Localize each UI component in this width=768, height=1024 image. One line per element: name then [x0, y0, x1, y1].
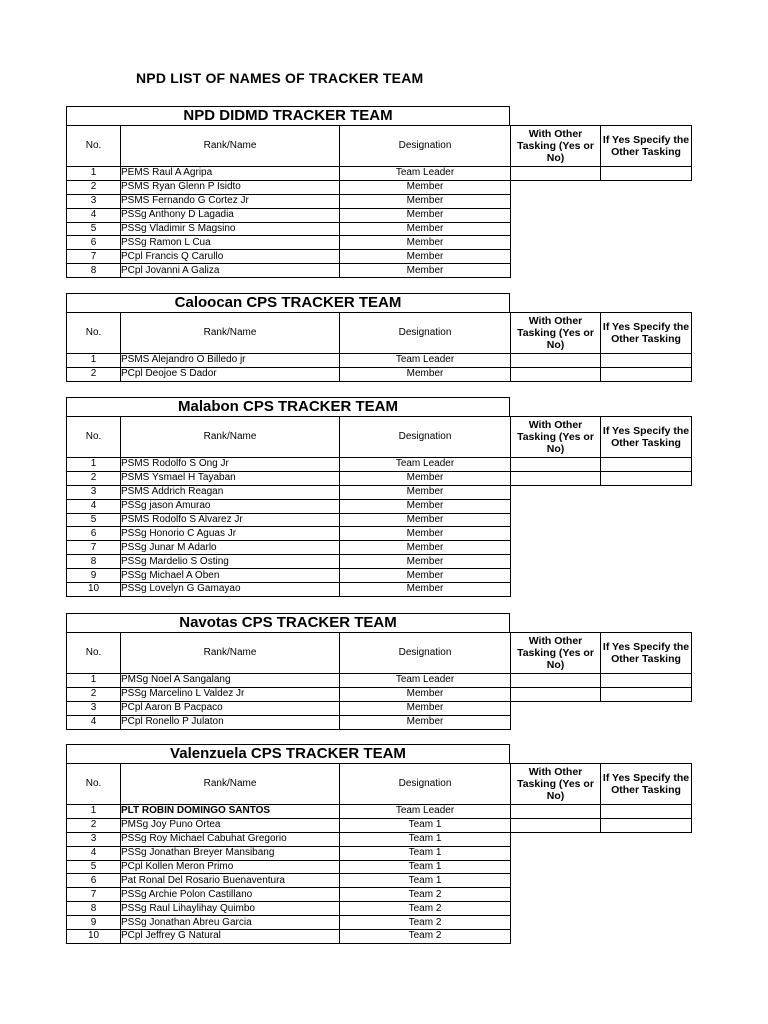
member-designation: Member — [340, 499, 511, 513]
member-number: 3 — [67, 701, 121, 715]
member-designation: Member — [340, 715, 511, 729]
if-yes-specify-cell — [601, 930, 692, 944]
member-designation: Member — [340, 541, 511, 555]
table-row — [67, 555, 692, 569]
with-other-tasking-cell — [511, 916, 601, 930]
member-number: 4 — [67, 846, 121, 860]
member-number: 6 — [67, 236, 121, 250]
with-other-tasking-cell — [511, 555, 601, 569]
member-designation: Member — [340, 687, 511, 701]
header-no: No. — [67, 633, 121, 674]
member-rank-name: PMSg Joy Puno Ortea — [121, 818, 340, 832]
with-other-tasking-cell — [511, 194, 601, 208]
member-number: 5 — [67, 222, 121, 236]
table-header-row — [67, 313, 692, 354]
team-section — [66, 744, 692, 944]
member-designation: Team Leader — [340, 167, 511, 181]
member-rank-name: PSSg Mardelio S Osting — [121, 555, 340, 569]
table-row — [67, 674, 692, 688]
member-number: 3 — [67, 485, 121, 499]
header-if-yes-specify: If Yes Specify the Other Tasking — [601, 126, 692, 167]
with-other-tasking-cell — [511, 805, 601, 819]
document-title: NPD LIST OF NAMES OF TRACKER TEAM — [136, 70, 424, 86]
if-yes-specify-cell — [601, 846, 692, 860]
member-number: 8 — [67, 264, 121, 278]
with-other-tasking-cell — [511, 471, 601, 485]
member-designation: Team 2 — [340, 916, 511, 930]
with-other-tasking-cell — [511, 541, 601, 555]
member-rank-name: PLT ROBIN DOMINGO SANTOS — [121, 805, 340, 819]
header-no: No. — [67, 417, 121, 458]
member-number: 7 — [67, 888, 121, 902]
member-designation: Member — [340, 194, 511, 208]
header-no: No. — [67, 313, 121, 354]
table-header-row — [67, 126, 692, 167]
member-rank-name: PCpl Francis Q Carullo — [121, 250, 340, 264]
member-rank-name: PSSg Ramon L Cua — [121, 236, 340, 250]
if-yes-specify-cell — [601, 367, 692, 381]
table-row — [67, 541, 692, 555]
table-row — [67, 715, 692, 729]
if-yes-specify-cell — [601, 555, 692, 569]
with-other-tasking-cell — [511, 674, 601, 688]
with-other-tasking-cell — [511, 569, 601, 583]
table-row — [67, 832, 692, 846]
table-row — [67, 860, 692, 874]
table-row — [67, 367, 692, 381]
table-row — [67, 902, 692, 916]
table-row — [67, 194, 692, 208]
member-designation: Member — [340, 583, 511, 597]
header-if-yes-specify: If Yes Specify the Other Tasking — [601, 313, 692, 354]
table-row — [67, 354, 692, 368]
table-row — [67, 222, 692, 236]
member-rank-name: PCpl Deojoe S Dador — [121, 367, 340, 381]
with-other-tasking-cell — [511, 499, 601, 513]
team-table — [66, 312, 692, 382]
header-with-other-tasking: With Other Tasking (Yes or No) — [511, 126, 601, 167]
team-title: Malabon CPS TRACKER TEAM — [66, 397, 510, 416]
member-number: 1 — [67, 458, 121, 472]
member-number: 6 — [67, 874, 121, 888]
member-designation: Member — [340, 236, 511, 250]
member-rank-name: PSSg Jonathan Breyer Mansibang — [121, 846, 340, 860]
if-yes-specify-cell — [601, 527, 692, 541]
if-yes-specify-cell — [601, 701, 692, 715]
member-designation: Member — [340, 208, 511, 222]
if-yes-specify-cell — [601, 264, 692, 278]
member-designation: Member — [340, 180, 511, 194]
if-yes-specify-cell — [601, 902, 692, 916]
member-rank-name: PSSg Archie Polon Castillano — [121, 888, 340, 902]
with-other-tasking-cell — [511, 715, 601, 729]
with-other-tasking-cell — [511, 180, 601, 194]
header-if-yes-specify: If Yes Specify the Other Tasking — [601, 764, 692, 805]
member-rank-name: PSSg Roy Michael Cabuhat Gregorio — [121, 832, 340, 846]
table-row — [67, 208, 692, 222]
member-designation: Team 2 — [340, 888, 511, 902]
with-other-tasking-cell — [511, 485, 601, 499]
team-section — [66, 397, 692, 597]
member-number: 6 — [67, 527, 121, 541]
member-rank-name: PSSg jason Amurao — [121, 499, 340, 513]
member-rank-name: PSSg Michael A Oben — [121, 569, 340, 583]
table-row — [67, 513, 692, 527]
member-rank-name: PMSg Noel A Sangalang — [121, 674, 340, 688]
with-other-tasking-cell — [511, 513, 601, 527]
with-other-tasking-cell — [511, 701, 601, 715]
table-row — [67, 264, 692, 278]
header-rank-name: Rank/Name — [121, 633, 340, 674]
table-header-row — [67, 764, 692, 805]
header-rank-name: Rank/Name — [121, 764, 340, 805]
member-rank-name: PSMS Fernando G Cortez Jr — [121, 194, 340, 208]
with-other-tasking-cell — [511, 860, 601, 874]
member-number: 1 — [67, 805, 121, 819]
member-number: 4 — [67, 499, 121, 513]
member-rank-name: PSSg Jonathan Abreu Garcia — [121, 916, 340, 930]
with-other-tasking-cell — [511, 167, 601, 181]
member-rank-name: PSMS Rodolfo S Ong Jr — [121, 458, 340, 472]
member-rank-name: PSSg Anthony D Lagadia — [121, 208, 340, 222]
with-other-tasking-cell — [511, 208, 601, 222]
member-number: 7 — [67, 541, 121, 555]
member-rank-name: PCpl Jeffrey G Natural — [121, 930, 340, 944]
team-title: Navotas CPS TRACKER TEAM — [66, 613, 510, 632]
table-row — [67, 569, 692, 583]
member-designation: Team Leader — [340, 458, 511, 472]
table-row — [67, 687, 692, 701]
with-other-tasking-cell — [511, 527, 601, 541]
team-table — [66, 416, 692, 597]
member-designation: Member — [340, 701, 511, 715]
if-yes-specify-cell — [601, 674, 692, 688]
if-yes-specify-cell — [601, 569, 692, 583]
header-designation: Designation — [340, 313, 511, 354]
with-other-tasking-cell — [511, 354, 601, 368]
header-designation: Designation — [340, 126, 511, 167]
header-no: No. — [67, 126, 121, 167]
header-no: No. — [67, 764, 121, 805]
member-designation: Team 2 — [340, 902, 511, 916]
table-row — [67, 485, 692, 499]
header-rank-name: Rank/Name — [121, 126, 340, 167]
member-number: 3 — [67, 832, 121, 846]
if-yes-specify-cell — [601, 167, 692, 181]
with-other-tasking-cell — [511, 367, 601, 381]
if-yes-specify-cell — [601, 888, 692, 902]
with-other-tasking-cell — [511, 236, 601, 250]
with-other-tasking-cell — [511, 930, 601, 944]
member-rank-name: PCpl Kollen Meron Primo — [121, 860, 340, 874]
member-designation: Team 1 — [340, 874, 511, 888]
member-designation: Team 1 — [340, 860, 511, 874]
table-row — [67, 471, 692, 485]
member-number: 1 — [67, 674, 121, 688]
member-rank-name: PSMS Ysmael H Tayaban — [121, 471, 340, 485]
table-row — [67, 916, 692, 930]
member-number: 8 — [67, 902, 121, 916]
member-designation: Member — [340, 555, 511, 569]
member-designation: Team 1 — [340, 832, 511, 846]
member-number: 2 — [67, 367, 121, 381]
member-designation: Member — [340, 222, 511, 236]
member-number: 10 — [67, 930, 121, 944]
member-designation: Team 1 — [340, 846, 511, 860]
if-yes-specify-cell — [601, 874, 692, 888]
member-rank-name: PCpl Ronello P Julaton — [121, 715, 340, 729]
if-yes-specify-cell — [601, 805, 692, 819]
header-with-other-tasking: With Other Tasking (Yes or No) — [511, 313, 601, 354]
member-number: 5 — [67, 513, 121, 527]
table-header-row — [67, 633, 692, 674]
with-other-tasking-cell — [511, 846, 601, 860]
if-yes-specify-cell — [601, 832, 692, 846]
member-number: 7 — [67, 250, 121, 264]
header-with-other-tasking: With Other Tasking (Yes or No) — [511, 633, 601, 674]
with-other-tasking-cell — [511, 832, 601, 846]
header-designation: Designation — [340, 764, 511, 805]
member-rank-name: PCpl Aaron B Pacpaco — [121, 701, 340, 715]
if-yes-specify-cell — [601, 541, 692, 555]
table-row — [67, 458, 692, 472]
member-number: 1 — [67, 354, 121, 368]
member-number: 2 — [67, 180, 121, 194]
member-rank-name: PEMS Raul A Agripa — [121, 167, 340, 181]
if-yes-specify-cell — [601, 513, 692, 527]
if-yes-specify-cell — [601, 583, 692, 597]
member-number: 4 — [67, 715, 121, 729]
header-with-other-tasking: With Other Tasking (Yes or No) — [511, 417, 601, 458]
member-number: 8 — [67, 555, 121, 569]
if-yes-specify-cell — [601, 222, 692, 236]
if-yes-specify-cell — [601, 471, 692, 485]
header-designation: Designation — [340, 633, 511, 674]
member-number: 2 — [67, 818, 121, 832]
if-yes-specify-cell — [601, 180, 692, 194]
if-yes-specify-cell — [601, 194, 692, 208]
member-designation: Member — [340, 264, 511, 278]
member-designation: Team 1 — [340, 818, 511, 832]
table-row — [67, 499, 692, 513]
member-rank-name: PSSg Vladimir S Magsino — [121, 222, 340, 236]
if-yes-specify-cell — [601, 916, 692, 930]
if-yes-specify-cell — [601, 485, 692, 499]
team-section — [66, 613, 692, 730]
member-number: 2 — [67, 471, 121, 485]
member-rank-name: PSSg Marcelino L Valdez Jr — [121, 687, 340, 701]
table-row — [67, 236, 692, 250]
team-title: NPD DIDMD TRACKER TEAM — [66, 106, 510, 125]
table-row — [67, 888, 692, 902]
member-rank-name: PSSg Honorio C Aguas Jr — [121, 527, 340, 541]
table-row — [67, 583, 692, 597]
member-number: 9 — [67, 916, 121, 930]
member-designation: Member — [340, 527, 511, 541]
member-number: 1 — [67, 167, 121, 181]
with-other-tasking-cell — [511, 583, 601, 597]
table-row — [67, 930, 692, 944]
if-yes-specify-cell — [601, 818, 692, 832]
if-yes-specify-cell — [601, 715, 692, 729]
member-rank-name: PSSg Junar M Adarlo — [121, 541, 340, 555]
with-other-tasking-cell — [511, 458, 601, 472]
member-rank-name: Pat Ronal Del Rosario Buenaventura — [121, 874, 340, 888]
header-rank-name: Rank/Name — [121, 417, 340, 458]
team-table — [66, 763, 692, 944]
member-number: 9 — [67, 569, 121, 583]
team-title: Caloocan CPS TRACKER TEAM — [66, 293, 510, 312]
table-row — [67, 846, 692, 860]
member-number: 2 — [67, 687, 121, 701]
member-designation: Member — [340, 485, 511, 499]
team-table — [66, 125, 692, 278]
member-designation: Member — [340, 569, 511, 583]
member-rank-name: PSSg Lovelyn G Gamayao — [121, 583, 340, 597]
table-row — [67, 180, 692, 194]
table-row — [67, 701, 692, 715]
member-designation: Member — [340, 250, 511, 264]
member-rank-name: PSMS Rodolfo S Alvarez Jr — [121, 513, 340, 527]
header-designation: Designation — [340, 417, 511, 458]
if-yes-specify-cell — [601, 687, 692, 701]
team-table — [66, 632, 692, 730]
table-row — [67, 818, 692, 832]
if-yes-specify-cell — [601, 499, 692, 513]
if-yes-specify-cell — [601, 860, 692, 874]
table-row — [67, 805, 692, 819]
team-title: Valenzuela CPS TRACKER TEAM — [66, 744, 510, 763]
with-other-tasking-cell — [511, 818, 601, 832]
member-rank-name: PSMS Alejandro O Billedo jr — [121, 354, 340, 368]
member-number: 4 — [67, 208, 121, 222]
member-designation: Member — [340, 471, 511, 485]
member-designation: Team Leader — [340, 354, 511, 368]
member-designation: Team Leader — [340, 674, 511, 688]
with-other-tasking-cell — [511, 687, 601, 701]
member-number: 10 — [67, 583, 121, 597]
if-yes-specify-cell — [601, 458, 692, 472]
if-yes-specify-cell — [601, 208, 692, 222]
with-other-tasking-cell — [511, 222, 601, 236]
member-number: 3 — [67, 194, 121, 208]
with-other-tasking-cell — [511, 264, 601, 278]
header-if-yes-specify: If Yes Specify the Other Tasking — [601, 633, 692, 674]
if-yes-specify-cell — [601, 354, 692, 368]
table-row — [67, 874, 692, 888]
member-designation: Member — [340, 513, 511, 527]
header-if-yes-specify: If Yes Specify the Other Tasking — [601, 417, 692, 458]
team-section — [66, 106, 692, 278]
member-designation: Team Leader — [340, 805, 511, 819]
member-number: 5 — [67, 860, 121, 874]
table-header-row — [67, 417, 692, 458]
member-rank-name: PSMS Addrich Reagan — [121, 485, 340, 499]
member-designation: Team 2 — [340, 930, 511, 944]
team-section — [66, 293, 692, 382]
header-rank-name: Rank/Name — [121, 313, 340, 354]
with-other-tasking-cell — [511, 902, 601, 916]
table-row — [67, 250, 692, 264]
with-other-tasking-cell — [511, 874, 601, 888]
table-row — [67, 167, 692, 181]
member-rank-name: PSMS Ryan Glenn P Isidto — [121, 180, 340, 194]
member-rank-name: PCpl Jovanni A Galiza — [121, 264, 340, 278]
table-row — [67, 527, 692, 541]
member-designation: Member — [340, 367, 511, 381]
with-other-tasking-cell — [511, 250, 601, 264]
with-other-tasking-cell — [511, 888, 601, 902]
if-yes-specify-cell — [601, 236, 692, 250]
if-yes-specify-cell — [601, 250, 692, 264]
header-with-other-tasking: With Other Tasking (Yes or No) — [511, 764, 601, 805]
member-rank-name: PSSg Raul Lihaylihay Quimbo — [121, 902, 340, 916]
